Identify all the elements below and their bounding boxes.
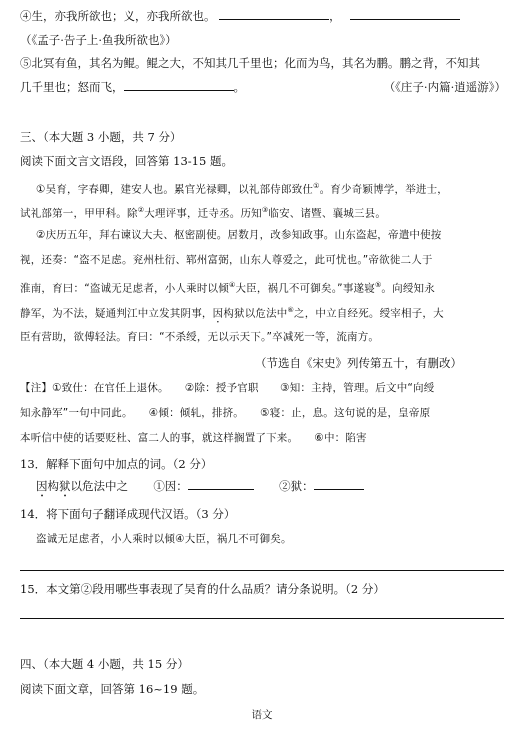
q13-dotted-word-2: 狱 bbox=[59, 479, 71, 493]
passage-p2-line-3 bbox=[20, 277, 506, 297]
passage-text: 大理评事，迁寺丞。历知 bbox=[144, 207, 262, 220]
q13-sentence-text: 以危法中之 bbox=[70, 479, 128, 493]
passage-p1-line-2 bbox=[20, 202, 506, 222]
q13-sentence-line bbox=[36, 478, 506, 500]
page-footer: 语文 bbox=[251, 709, 273, 721]
q15-answer-line[interactable] bbox=[20, 618, 504, 619]
passage-text: 静军，为不法，疑通判江中立发其阴事， bbox=[20, 307, 213, 320]
notes-line-1: 【注】①致仕：在官任上退休。 ②除：授予官职 ③知：主持，管理。后文中“向绶 bbox=[20, 382, 435, 394]
q13-question: 13．解释下面句中加点的词。（2 分） bbox=[20, 457, 213, 471]
section-4-title: 四、（本大题 4 小题，共 15 分） bbox=[20, 657, 189, 671]
passage-text: 构狱以危法中 bbox=[223, 307, 288, 320]
footnote-marker: ② bbox=[137, 206, 145, 214]
passage-text: 试礼部第一，甲甲科。除 bbox=[20, 207, 138, 220]
q13-blank-2[interactable] bbox=[314, 478, 364, 490]
footnote-marker: ① bbox=[313, 182, 320, 190]
q4-line bbox=[20, 8, 506, 24]
section-3-title: 三、（本大题 3 小题，共 7 分） bbox=[20, 130, 182, 144]
q4-blank-2[interactable] bbox=[350, 8, 460, 20]
section-3-instruction: 阅读下面文言文语段，回答第 13-15 题。 bbox=[20, 154, 233, 168]
footnote-marker: ⑤ bbox=[374, 281, 382, 289]
q14-sentence: 盗诚无足虑者，小人乘时以倾④大臣，祸几不可御矣。 bbox=[36, 533, 292, 545]
passage-p2-line-1: ②庆历五年，拜右谏议大夫、枢密副使。居数月，改参知政事。山东盗起，帝遣中使按 bbox=[36, 229, 442, 241]
footnote-marker: ④ bbox=[228, 281, 236, 289]
q13-dotted-word-1: 因 bbox=[36, 479, 48, 493]
passage-source: （节选自《宋史》列传第五十，有删改） bbox=[255, 356, 462, 370]
q5-line-1: ⑤北冥有鱼，其名为鲲。鲲之大，不知其几千里也；化而为鸟，其名为鹏。鹏之背，不知其 bbox=[20, 56, 480, 70]
passage-text: 大臣，祸几不可御矣。”事遂寝 bbox=[235, 282, 375, 295]
q13-blank-1[interactable] bbox=[188, 478, 254, 490]
footnote-marker: ⑥ bbox=[287, 306, 294, 314]
q13-blank-2-label: ②狱： bbox=[279, 479, 314, 493]
q5-line-2-end: 。 bbox=[233, 80, 245, 94]
q4-blank-1[interactable] bbox=[219, 8, 329, 20]
notes-line-2: 知永静军”一句中同此。 ④倾：倾轧，排挤。 ⑤寝：止，息。这句说的是，皇帝原 bbox=[20, 407, 431, 419]
q5-line-2-text: 几千里也；怒而飞， bbox=[20, 80, 124, 94]
passage-text: ①吴育，字春卿，建安人也。累官光禄卿，以礼部侍郎致仕 bbox=[36, 183, 314, 196]
q15-question: 15．本文第②段用哪些事表现了吴育的什么品质？请分条说明。（2 分） bbox=[20, 582, 385, 596]
q14-question: 14．将下面句子翻译成现代汉语。（3 分） bbox=[20, 507, 236, 521]
passage-text: 淮南，育曰：“盗诚无足虑者，小人乘时以倾 bbox=[20, 282, 229, 295]
q4-source: （《孟子·告子上·鱼我所欲也》） bbox=[20, 33, 177, 47]
passage-p2-line-5: 臣有营助，欲傅轻法。育曰：“不杀绶，无以示天下。”卒减死一等，流南方。 bbox=[20, 331, 380, 343]
q4-text: ④生，亦我所欲也；义，亦我所欲也。 bbox=[20, 9, 216, 23]
passage-text: 。育少奇颖博学，举进士， bbox=[319, 183, 449, 196]
dotted-word: 因 bbox=[212, 307, 224, 320]
passage-text: 临安、诸暨、襄城三县。 bbox=[268, 207, 387, 220]
section-4-instruction: 阅读下面文章，回答第 16~19 题。 bbox=[20, 682, 205, 696]
passage-p1-line-1 bbox=[36, 178, 506, 198]
q13-blank-1-label: ①因： bbox=[153, 479, 188, 493]
passage-text: 之，中立自经死。绶宰相子，大 bbox=[294, 307, 444, 320]
q5-source: （《庄子·内篇·逍遥游》） bbox=[383, 80, 506, 94]
passage-p2-line-2: 视，还奏：“盗不足虑。兖州杜衍、郓州富弼，山东人尊爱之，此可忧也。”帝欲徙二人于 bbox=[20, 254, 433, 266]
passage-p2-line-4 bbox=[20, 302, 506, 326]
passage-text: 。向绶知永 bbox=[381, 282, 435, 295]
q13-sentence-text: 构 bbox=[47, 479, 59, 493]
q4-sep: ， bbox=[329, 9, 341, 23]
footnote-marker: ③ bbox=[261, 206, 269, 214]
q14-answer-line[interactable] bbox=[20, 570, 504, 571]
notes-line-3: 本听信中使的话要贬杜、富二人的事，就这样搁置了下来。 ⑥中：陷害 bbox=[20, 432, 367, 444]
